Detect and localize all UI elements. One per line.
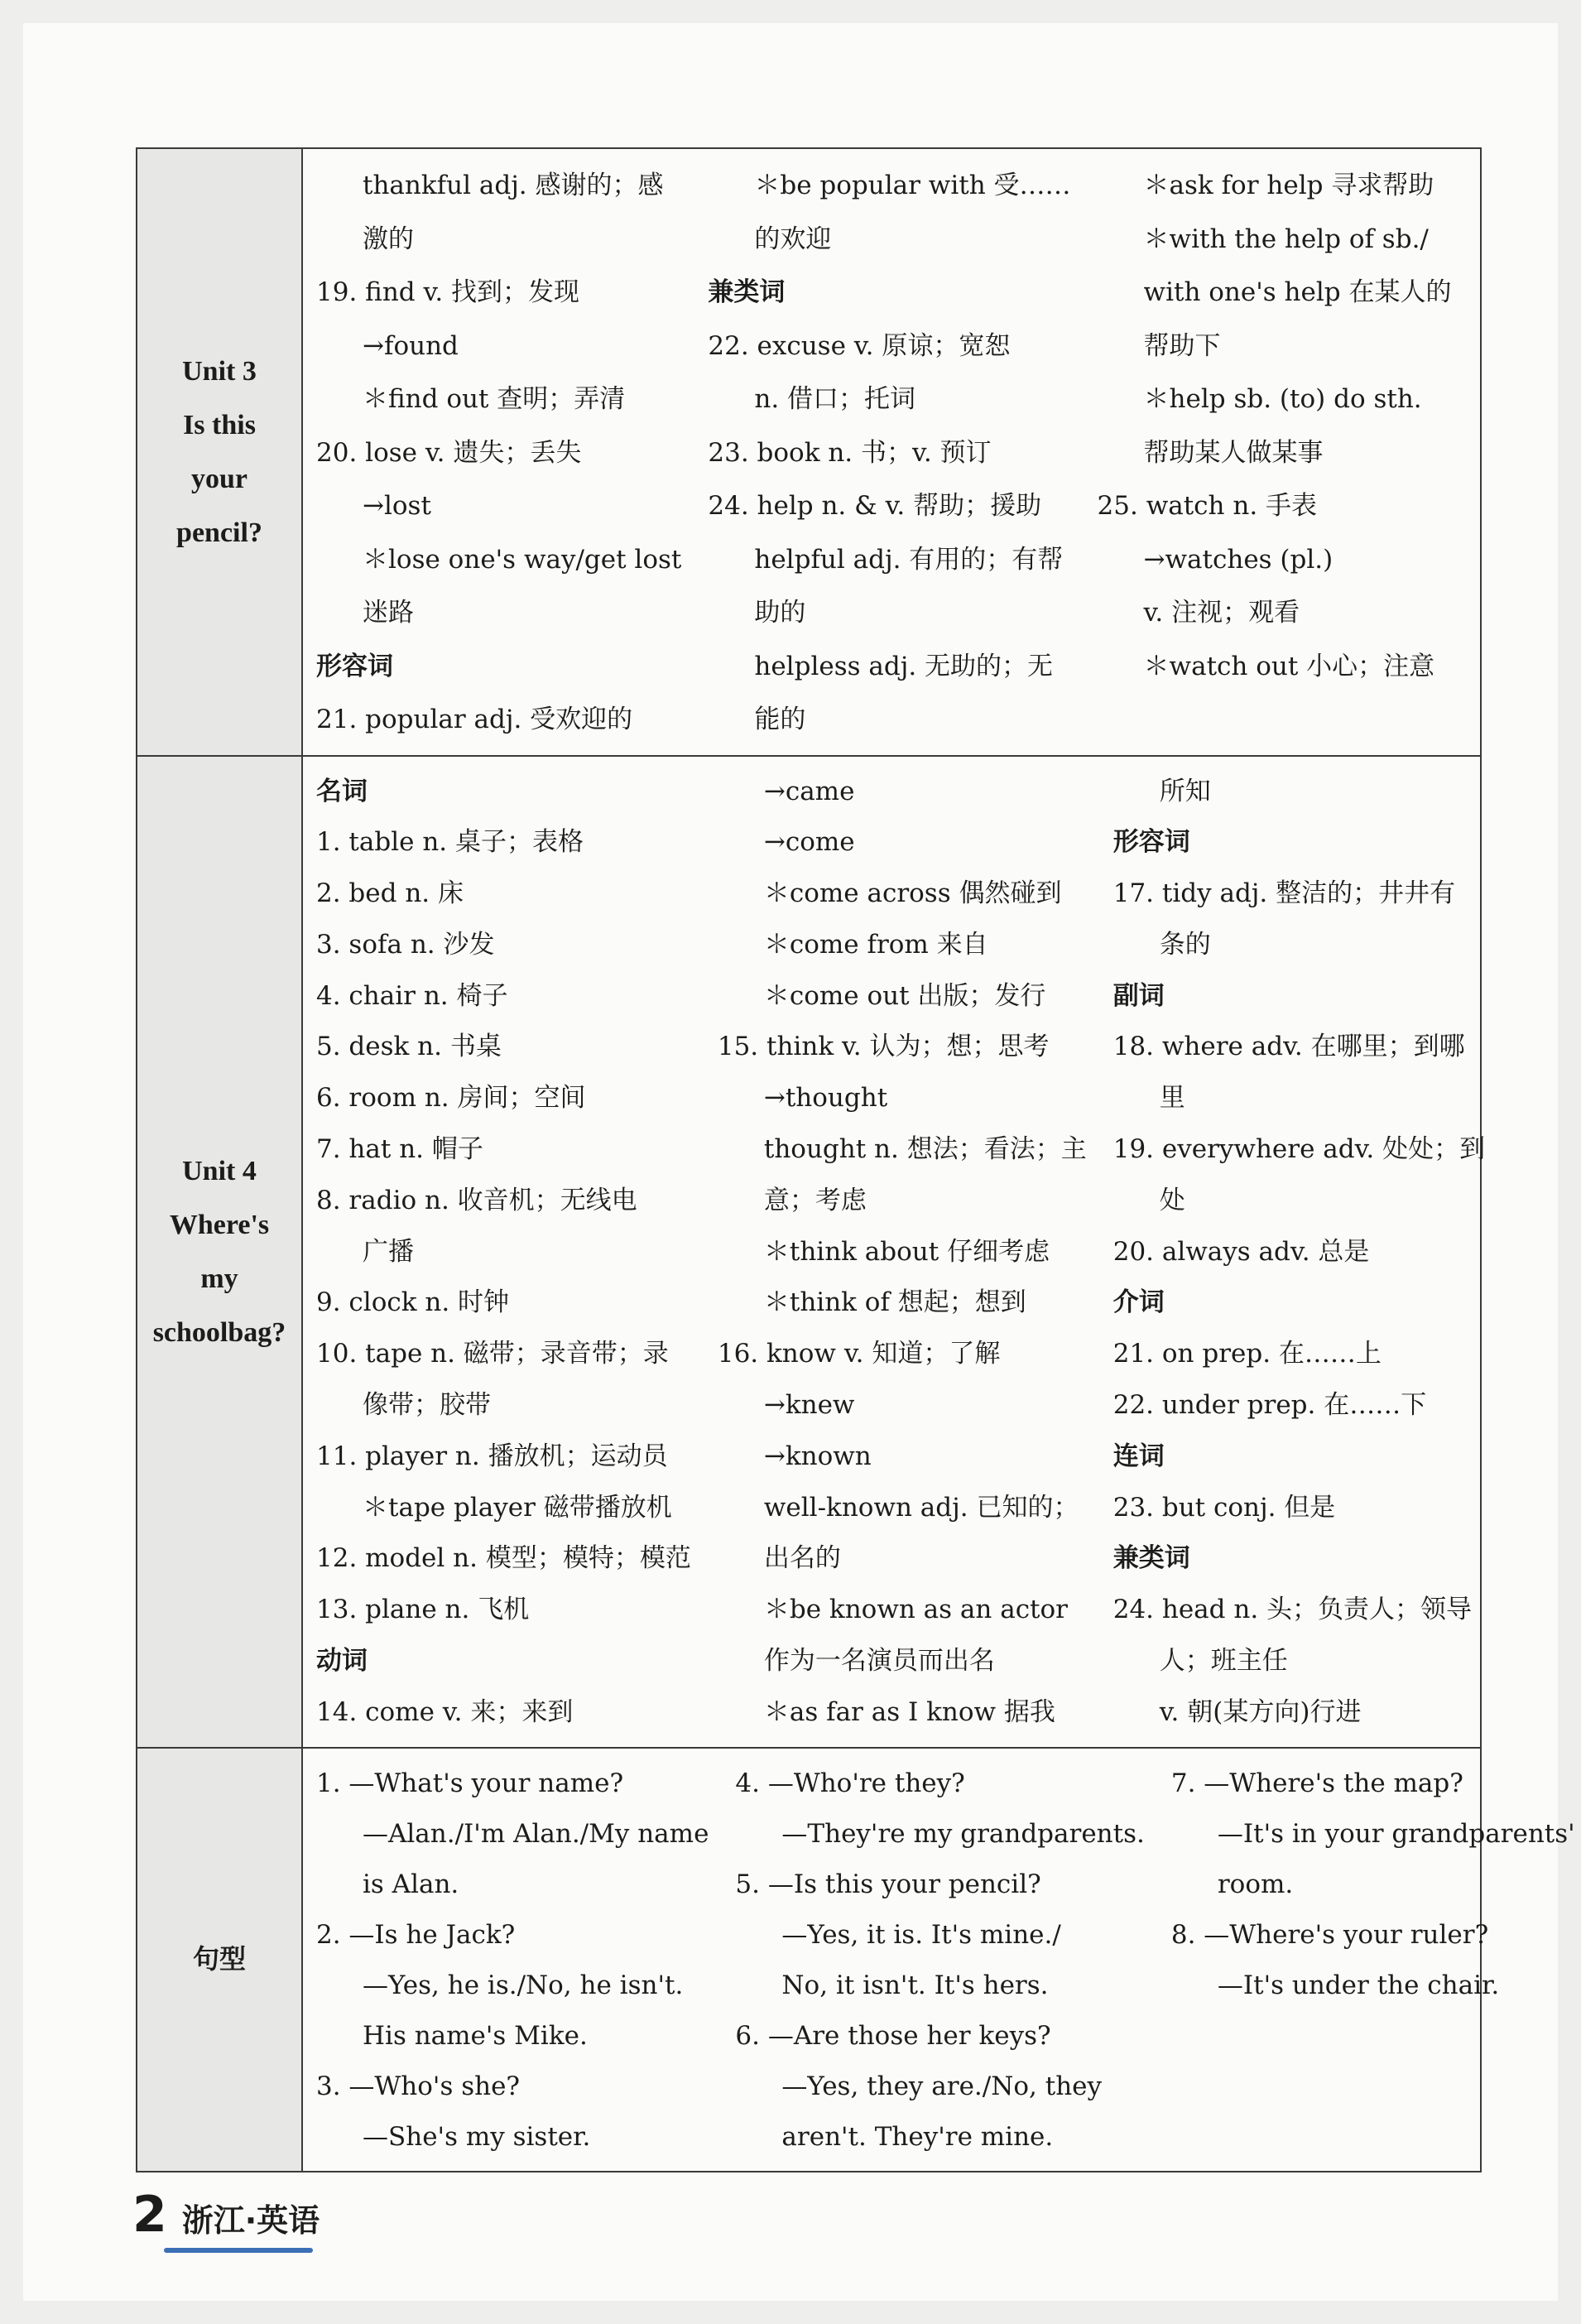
- entry-line: 广播: [363, 1236, 414, 1267]
- unit-title-line: Unit 3: [182, 355, 257, 387]
- entry-line: —Yes, he is./No, he isn't.: [363, 1970, 684, 2000]
- entry-line: ＊with the help of sb./: [1143, 224, 1429, 254]
- entry-line: ＊lose one's way/get lost: [363, 544, 682, 575]
- column-left: [316, 767, 709, 1739]
- entry-line: thought n. 想法；看法；主: [763, 1134, 1087, 1165]
- entry-line: 13. plane n. 飞机: [316, 1595, 530, 1625]
- entry-line: —She's my sister.: [363, 2121, 591, 2152]
- entry-line: ＊come across 偶然碰到: [763, 878, 1062, 909]
- section-heading: 名词: [316, 776, 368, 806]
- unit-title-line: your: [191, 463, 247, 494]
- entry-line: with one's help 在某人的: [1143, 277, 1452, 307]
- entry-line: ＊come from 来自: [763, 929, 988, 960]
- entry-line: 20. always adv. 总是: [1112, 1236, 1370, 1267]
- entry-line: v. 朝(某方向)行进: [1159, 1696, 1362, 1727]
- entry-line: 22. excuse v. 原谅；宽恕: [708, 330, 1011, 361]
- entry-line: 24. help n. & v. 帮助；援助: [708, 491, 1042, 521]
- entry-line: →thought: [763, 1083, 888, 1114]
- entry-line: 7. hat n. 帽子: [316, 1134, 483, 1165]
- column-middle: [699, 159, 1088, 747]
- entry-line: 23. book n. 书；v. 预订: [708, 437, 992, 468]
- entry-line: 人；班主任: [1159, 1646, 1288, 1677]
- entry-line: 11. player n. 播放机；运动员: [316, 1441, 668, 1471]
- entry-line: 像带；胶带: [363, 1390, 491, 1421]
- entry-line: 出名的: [763, 1543, 841, 1574]
- entry-line: 19. everywhere adv. 处处；到: [1112, 1134, 1486, 1165]
- entry-line: 19. find v. 找到；发现: [316, 277, 580, 307]
- entry-line: —Yes, it is. It's mine./: [781, 1919, 1061, 1950]
- entry-line: →watches (pl.): [1143, 544, 1334, 575]
- entry-line: thankful adj. 感谢的；感: [363, 171, 664, 200]
- entry-line: 4. chair n. 椅子: [316, 980, 508, 1011]
- entry-line: 25. watch n. 手表: [1097, 491, 1318, 521]
- entry-line: ＊watch out 小心；注意: [1143, 651, 1435, 681]
- section-heading: 形容词: [1112, 827, 1190, 858]
- entry-line: 2. —Is he Jack?: [316, 1919, 516, 1950]
- entry-line: 条的: [1159, 929, 1211, 960]
- entry-line: 作为一名演员而出名: [763, 1646, 995, 1677]
- entry-line: 4. —Who're they?: [735, 1768, 965, 1798]
- unit-4-label: [137, 756, 302, 1748]
- entry-line: 21. on prep. 在……上: [1112, 1339, 1382, 1369]
- sentence-patterns-label: [137, 1748, 302, 2172]
- entry-line: ＊as far as I know 据我: [763, 1696, 1055, 1727]
- column-middle: [709, 767, 1105, 1739]
- entry-line: →known: [763, 1441, 872, 1471]
- sentence-patterns-row: [137, 1748, 1481, 2172]
- entry-line: 14. come v. 来；来到: [316, 1696, 574, 1727]
- entry-line: 1. table n. 桌子；表格: [316, 827, 584, 858]
- unit-title-line: pencil?: [176, 517, 262, 548]
- entry-line: 迷路: [363, 598, 414, 628]
- entry-line: →come: [763, 827, 855, 858]
- unit-3-content: [302, 148, 1481, 756]
- entry-line: →knew: [763, 1390, 855, 1421]
- entry-line: 能的: [754, 705, 806, 734]
- entry-line: 16. know v. 知道；了解: [717, 1339, 1001, 1369]
- entry-line: ＊think about 仔细考虑: [763, 1236, 1050, 1267]
- entry-line: ＊think of 想起；想到: [763, 1287, 1026, 1318]
- entry-line: 3. sofa n. 沙发: [316, 929, 495, 960]
- entry-line: 15. think v. 认为；想；思考: [717, 1032, 1050, 1062]
- column-right: [1089, 159, 1472, 747]
- page-number: 2: [132, 2186, 167, 2244]
- unit-3-row: [137, 148, 1481, 756]
- entry-line: 7. —Where's the map?: [1170, 1768, 1463, 1798]
- entry-line: well-known adj. 已知的；: [763, 1492, 1079, 1523]
- entry-line: His name's Mike.: [363, 2020, 588, 2051]
- entry-line: 意；考虑: [763, 1185, 867, 1215]
- section-heading: 副词: [1112, 980, 1165, 1011]
- entry-line: →came: [763, 776, 855, 806]
- section-heading: 连词: [1112, 1441, 1165, 1471]
- entry-line: 1. —What's your name?: [316, 1768, 624, 1798]
- entry-line: 20. lose v. 遗失；丢失: [316, 437, 582, 468]
- entry-line: 处: [1159, 1185, 1185, 1215]
- section-heading: 介词: [1112, 1287, 1165, 1318]
- entry-line: 帮助某人做某事: [1143, 437, 1324, 468]
- entry-line: room.: [1217, 1869, 1294, 1899]
- entry-line: 8. —Where's your ruler?: [1170, 1919, 1489, 1950]
- entry-line: 5. —Is this your pencil?: [735, 1869, 1041, 1899]
- unit-title-line: 句型: [192, 1943, 246, 1975]
- unit-title-line: Unit 4: [182, 1155, 257, 1186]
- unit-title-line: Where's: [169, 1209, 270, 1240]
- entry-line: ＊help sb. (to) do sth.: [1143, 384, 1422, 414]
- entry-line: 帮助下: [1143, 330, 1221, 361]
- sentence-patterns-columns: [303, 1749, 1575, 2171]
- entry-line: 5. desk n. 书桌: [316, 1032, 502, 1062]
- unit-title-line: my: [200, 1263, 238, 1294]
- entry-line: 17. tidy adj. 整洁的；井井有: [1112, 878, 1456, 909]
- entry-line: 所知: [1159, 776, 1211, 806]
- column-right: [1163, 1759, 1581, 2163]
- sentence-patterns-content: [302, 1748, 1575, 2172]
- entry-line: →found: [363, 330, 459, 361]
- entry-line: 22. under prep. 在……下: [1112, 1390, 1427, 1421]
- entry-line: 的欢迎: [754, 224, 832, 254]
- entry-line: ＊ask for help 寻求帮助: [1143, 171, 1434, 200]
- entry-line: 助的: [754, 598, 806, 628]
- entry-line: ＊find out 查明；弄清: [363, 384, 626, 414]
- entry-line: ＊be known as an actor: [763, 1595, 1069, 1625]
- entry-line: helpful adj. 有用的；有帮: [754, 544, 1064, 575]
- column-left: [316, 159, 699, 747]
- entry-line: ＊tape player 磁带播放机: [363, 1492, 672, 1523]
- entry-line: —It's in your grandparents': [1217, 1818, 1575, 1849]
- entry-line: 里: [1159, 1083, 1185, 1114]
- section-heading: 形容词: [316, 651, 393, 681]
- unit-3-label: [137, 148, 302, 756]
- column-right: [1105, 767, 1503, 1739]
- entry-line: 6. —Are those her keys?: [735, 2020, 1051, 2051]
- entry-line: —It's under the chair.: [1217, 1970, 1500, 2000]
- entry-line: 21. popular adj. 受欢迎的: [316, 705, 633, 734]
- unit-3-columns: [303, 149, 1480, 755]
- vocabulary-table: [136, 147, 1575, 2172]
- entry-line: 2. bed n. 床: [316, 878, 464, 909]
- entry-line: 9. clock n. 时钟: [316, 1287, 510, 1318]
- entry-line: is Alan.: [363, 1869, 459, 1899]
- footer-underline: [164, 2248, 313, 2253]
- section-heading: 兼类词: [1112, 1543, 1190, 1574]
- entry-line: ＊come out 出版；发行: [763, 980, 1046, 1011]
- entry-line: 10. tape n. 磁带；录音带；录: [316, 1339, 669, 1369]
- entry-line: n. 借口；托词: [754, 384, 916, 414]
- entry-line: 8. radio n. 收音机；无线电: [316, 1185, 637, 1215]
- unit-4-content: [302, 756, 1486, 1748]
- unit-4-columns: [303, 757, 1486, 1747]
- unit-title-line: Is this: [183, 409, 256, 440]
- entry-line: 24. head n. 头；负责人；领导: [1112, 1595, 1473, 1625]
- entry-line: —They're my grandparents.: [781, 1818, 1145, 1849]
- page-footer: [132, 2186, 320, 2244]
- entry-line: →lost: [363, 491, 431, 521]
- entry-line: helpless adj. 无助的；无: [754, 651, 1054, 681]
- entry-line: 12. model n. 模型；模特；模范: [316, 1543, 691, 1574]
- column-middle: [727, 1759, 1162, 2163]
- unit-4-row: [137, 756, 1481, 1748]
- entry-line: ＊be popular with 受……: [754, 171, 1071, 200]
- entry-line: —Yes, they are./No, they: [781, 2071, 1103, 2101]
- section-heading: 兼类词: [708, 277, 786, 307]
- entry-line: No, it isn't. It's hers.: [781, 1970, 1049, 2000]
- entry-line: 3. —Who's she?: [316, 2071, 521, 2101]
- entry-line: 23. but conj. 但是: [1112, 1492, 1336, 1523]
- entry-line: 18. where adv. 在哪里；到哪: [1112, 1032, 1465, 1062]
- entry-line: v. 注视；观看: [1143, 598, 1300, 628]
- book-title: 浙江·英语: [181, 2202, 320, 2239]
- section-heading: 动词: [316, 1646, 368, 1677]
- column-left: [316, 1759, 727, 2163]
- unit-title-line: schoolbag?: [152, 1316, 286, 1348]
- entry-line: 激的: [363, 224, 414, 254]
- entry-line: 6. room n. 房间；空间: [316, 1083, 586, 1114]
- entry-line: —Alan./I'm Alan./My name: [363, 1818, 709, 1849]
- entry-line: aren't. They're mine.: [781, 2121, 1054, 2152]
